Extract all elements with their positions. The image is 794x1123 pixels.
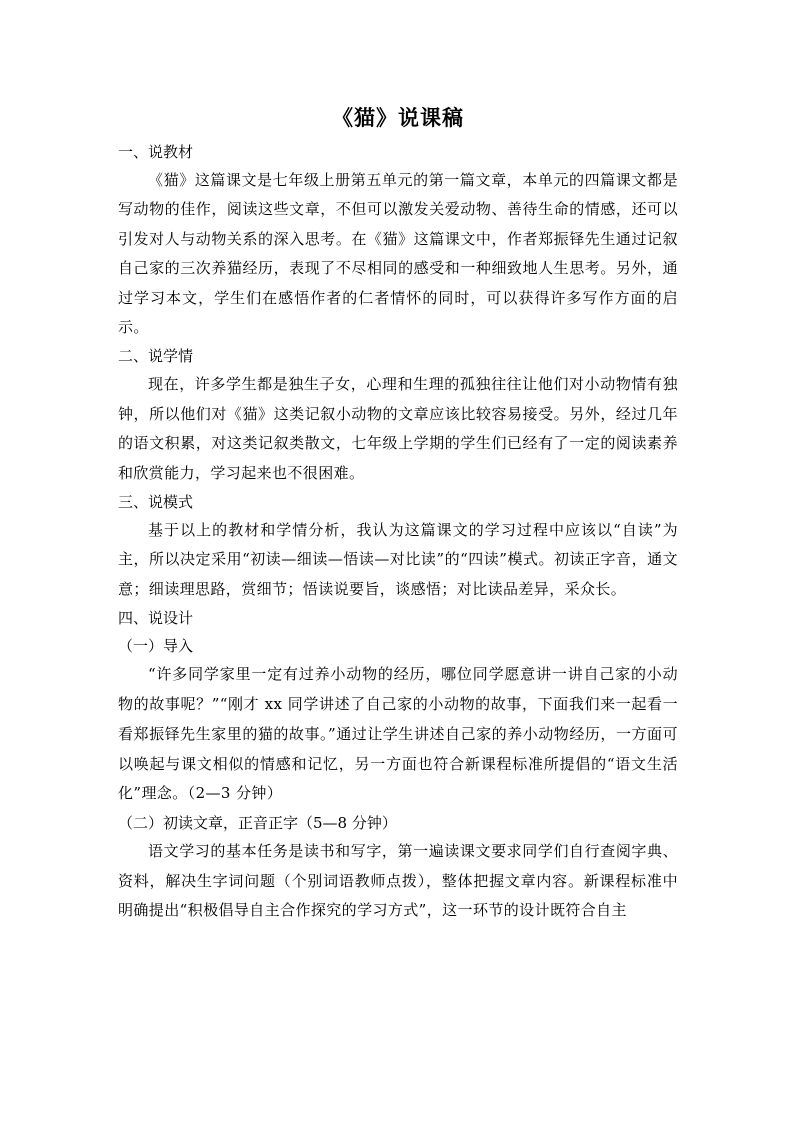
- section-heading: 四、说设计: [118, 609, 194, 628]
- paragraph: 语文学习的基本任务是读书和写字，第一遍读课文要求同学们自行查阅字典、资料，解决生字词问题（个别词语教师点拨），整体把握文章内容。新课程标准中明确提出“积极倡导自主合作探究的学习方式”，这一环节的设计既符合自主: [118, 842, 678, 920]
- section-teaching-mode: [118, 488, 678, 604]
- section-heading: 三、说模式: [118, 493, 194, 512]
- section-heading: 一、说教材: [118, 143, 194, 161]
- paragraph: 现在，许多学生都是独生子女，心理和生理的孤独往往让他们对小动物情有独钟，所以他们对《猫》这类记叙小动物的文章应该比较容易接受。另外，经过几年的语文积累，对这类记叙类散文，七年级上学期的学生们已经有了一定的阅读素养和欣赏能力，学习起来也不很困难。: [118, 375, 678, 482]
- paragraph: “许多同学家里一定有过养小动物的经历，哪位同学愿意讲一讲自己家的小动物的故事呢？”“刚才 xx 同学讲述了自己家的小动物的故事，下面我们来一起看一看郑振铎先生家里的猫的故事。”通过让学生讲述自己家的养小动物经历，一方面可以唤起与课文相似的情感和记忆，另一方面也符合新课程标准所提倡的“语文生活化”理念。（2—3 分钟）: [118, 665, 678, 803]
- section-teaching-design: [118, 604, 678, 925]
- subsection-first-reading: [118, 809, 678, 925]
- subsection-heading: （一）导入: [118, 637, 194, 656]
- document-title: 《猫》说课稿: [332, 105, 464, 130]
- paragraph: 《猫》这篇课文是七年级上册第五单元的第一篇文章，本单元的四篇课文都是写动物的佳作，阅读这些文章，不但可以激发关爱动物、善待生命的情感，还可以引发对人与动物关系的深入思考。在《猫》这篇课文中，作者郑振铎先生通过记叙自己家的三次养猫经历，表现了不尽相同的感受和一种细致地人生思考。另外，通过学习本文，学生们在感悟作者的仁者情怀的同时，可以获得许多写作方面的启示。: [118, 171, 678, 337]
- document-page: [118, 100, 678, 925]
- section-heading: 二、说学情: [118, 347, 194, 366]
- subsection-introduction: [118, 632, 678, 809]
- paragraph: 基于以上的教材和学情分析，我认为这篇课文的学习过程中应该以“自读”为主，所以决定采用“初读—细读—悟读—对比读”的“四读”模式。初读正字音，通文意；细读理思路，赏细节；悟读说要旨，谈感悟；对比读品差异，采众长。: [118, 521, 678, 598]
- section-teaching-material: [118, 138, 678, 342]
- section-student-analysis: [118, 342, 678, 488]
- subsection-heading: （二）初读文章，正音正字（5—8 分钟）: [118, 814, 397, 833]
